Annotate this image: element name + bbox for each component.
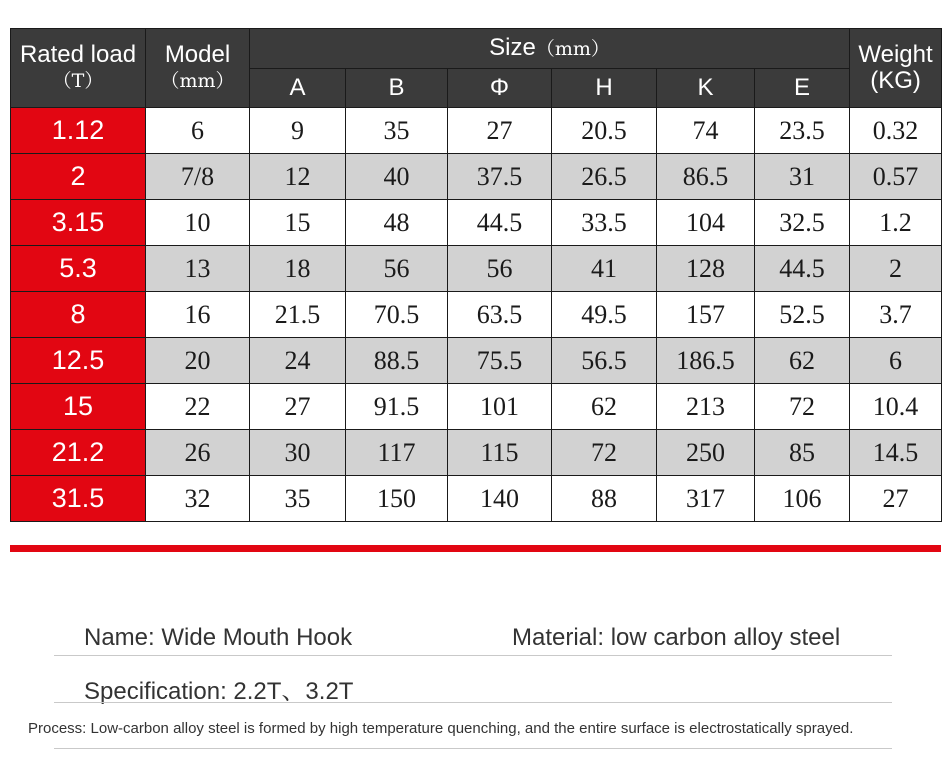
table-cell: 18: [250, 246, 346, 292]
info-divider: [54, 748, 892, 749]
table-cell: 20: [146, 338, 250, 384]
size-unit: （mm）: [535, 38, 610, 60]
table-row: [11, 430, 942, 476]
table-cell: 115: [448, 430, 552, 476]
rated-load-cell: 31.5: [11, 476, 146, 522]
rated-load-cell: 15: [11, 384, 146, 430]
spec-table: [10, 28, 942, 522]
header-size-b: B: [346, 69, 448, 108]
table-cell: 14.5: [850, 430, 942, 476]
table-cell: 75.5: [448, 338, 552, 384]
red-divider: [10, 545, 941, 552]
table-cell: 40: [346, 154, 448, 200]
table-cell: 72: [755, 384, 850, 430]
table-cell: 56: [448, 246, 552, 292]
table-cell: 213: [657, 384, 755, 430]
table-cell: 48: [346, 200, 448, 246]
header-size-e: E: [755, 69, 850, 108]
spec-table-body: [11, 108, 942, 522]
table-cell: 26: [146, 430, 250, 476]
table-cell: 250: [657, 430, 755, 476]
table-cell: 91.5: [346, 384, 448, 430]
table-cell: 150: [346, 476, 448, 522]
rated-load-cell: 21.2: [11, 430, 146, 476]
table-cell: 0.32: [850, 108, 942, 154]
table-cell: 33.5: [552, 200, 657, 246]
table-cell: 56.5: [552, 338, 657, 384]
rated-load-label: Rated load: [19, 41, 137, 68]
table-cell: 106: [755, 476, 850, 522]
table-cell: 88.5: [346, 338, 448, 384]
table-cell: 52.5: [755, 292, 850, 338]
weight-label: Weight: [858, 41, 933, 68]
rated-load-cell: 3.15: [11, 200, 146, 246]
table-cell: 7/8: [146, 154, 250, 200]
product-specification: Specification: 2.2T、3.2T: [84, 678, 354, 705]
model-label: Model: [164, 41, 231, 68]
table-cell: 32.5: [755, 200, 850, 246]
table-cell: 62: [755, 338, 850, 384]
table-cell: 27: [448, 108, 552, 154]
info-divider: [54, 702, 892, 703]
header-size-phi: Φ: [448, 69, 552, 108]
table-row: [11, 476, 942, 522]
table-cell: 22: [146, 384, 250, 430]
table-cell: 20.5: [552, 108, 657, 154]
rated-load-cell: 8: [11, 292, 146, 338]
product-name: Name: Wide Mouth Hook: [84, 624, 353, 651]
table-cell: 44.5: [755, 246, 850, 292]
header-rated-load: [11, 29, 146, 108]
size-label: Size: [489, 34, 536, 61]
table-cell: 6: [850, 338, 942, 384]
table-cell: 2: [850, 246, 942, 292]
header-weight: [850, 29, 942, 108]
header-size: [250, 29, 850, 69]
table-cell: 49.5: [552, 292, 657, 338]
table-cell: 70.5: [346, 292, 448, 338]
header-model: [146, 29, 250, 108]
header-size-h: H: [552, 69, 657, 108]
table-cell: 16: [146, 292, 250, 338]
table-cell: 35: [250, 476, 346, 522]
table-cell: 31: [755, 154, 850, 200]
table-cell: 104: [657, 200, 755, 246]
table-cell: 41: [552, 246, 657, 292]
table-cell: 9: [250, 108, 346, 154]
table-cell: 10.4: [850, 384, 942, 430]
table-cell: 86.5: [657, 154, 755, 200]
table-cell: 117: [346, 430, 448, 476]
rated-load-cell: 2: [11, 154, 146, 200]
table-cell: 23.5: [755, 108, 850, 154]
weight-unit: (KG): [870, 67, 921, 94]
table-row: [11, 292, 942, 338]
table-row: [11, 384, 942, 430]
rated-load-cell: 1.12: [11, 108, 146, 154]
table-cell: 13: [146, 246, 250, 292]
table-cell: 26.5: [552, 154, 657, 200]
table-cell: 35: [346, 108, 448, 154]
table-cell: 72: [552, 430, 657, 476]
table-cell: 15: [250, 200, 346, 246]
table-cell: 37.5: [448, 154, 552, 200]
table-cell: 63.5: [448, 292, 552, 338]
rated-load-cell: 5.3: [11, 246, 146, 292]
product-process: Process: Low-carbon alloy steel is formed by high temperature quenching, and the entire surface is electrostatically sprayed.: [28, 720, 854, 737]
rated-load-cell: 12.5: [11, 338, 146, 384]
model-unit: （mm）: [160, 70, 235, 92]
table-cell: 88: [552, 476, 657, 522]
table-cell: 101: [448, 384, 552, 430]
table-cell: 0.57: [850, 154, 942, 200]
table-cell: 3.7: [850, 292, 942, 338]
table-row: [11, 200, 942, 246]
table-row: [11, 108, 942, 154]
table-cell: 6: [146, 108, 250, 154]
table-cell: 128: [657, 246, 755, 292]
table-cell: 157: [657, 292, 755, 338]
table-cell: 140: [448, 476, 552, 522]
info-divider: [54, 655, 892, 656]
table-cell: 1.2: [850, 200, 942, 246]
table-cell: 74: [657, 108, 755, 154]
table-cell: 44.5: [448, 200, 552, 246]
table-cell: 317: [657, 476, 755, 522]
table-row: [11, 246, 942, 292]
product-material: Material: low carbon alloy steel: [512, 624, 841, 651]
table-cell: 186.5: [657, 338, 755, 384]
table-row: [11, 154, 942, 200]
table-row: [11, 338, 942, 384]
header-size-k: K: [657, 69, 755, 108]
rated-load-unit: （T）: [52, 70, 104, 92]
table-cell: 56: [346, 246, 448, 292]
table-cell: 10: [146, 200, 250, 246]
table-cell: 32: [146, 476, 250, 522]
header-size-a: A: [250, 69, 346, 108]
table-cell: 12: [250, 154, 346, 200]
table-cell: 24: [250, 338, 346, 384]
table-cell: 30: [250, 430, 346, 476]
table-cell: 27: [850, 476, 942, 522]
table-cell: 62: [552, 384, 657, 430]
table-cell: 27: [250, 384, 346, 430]
table-cell: 85: [755, 430, 850, 476]
table-cell: 21.5: [250, 292, 346, 338]
